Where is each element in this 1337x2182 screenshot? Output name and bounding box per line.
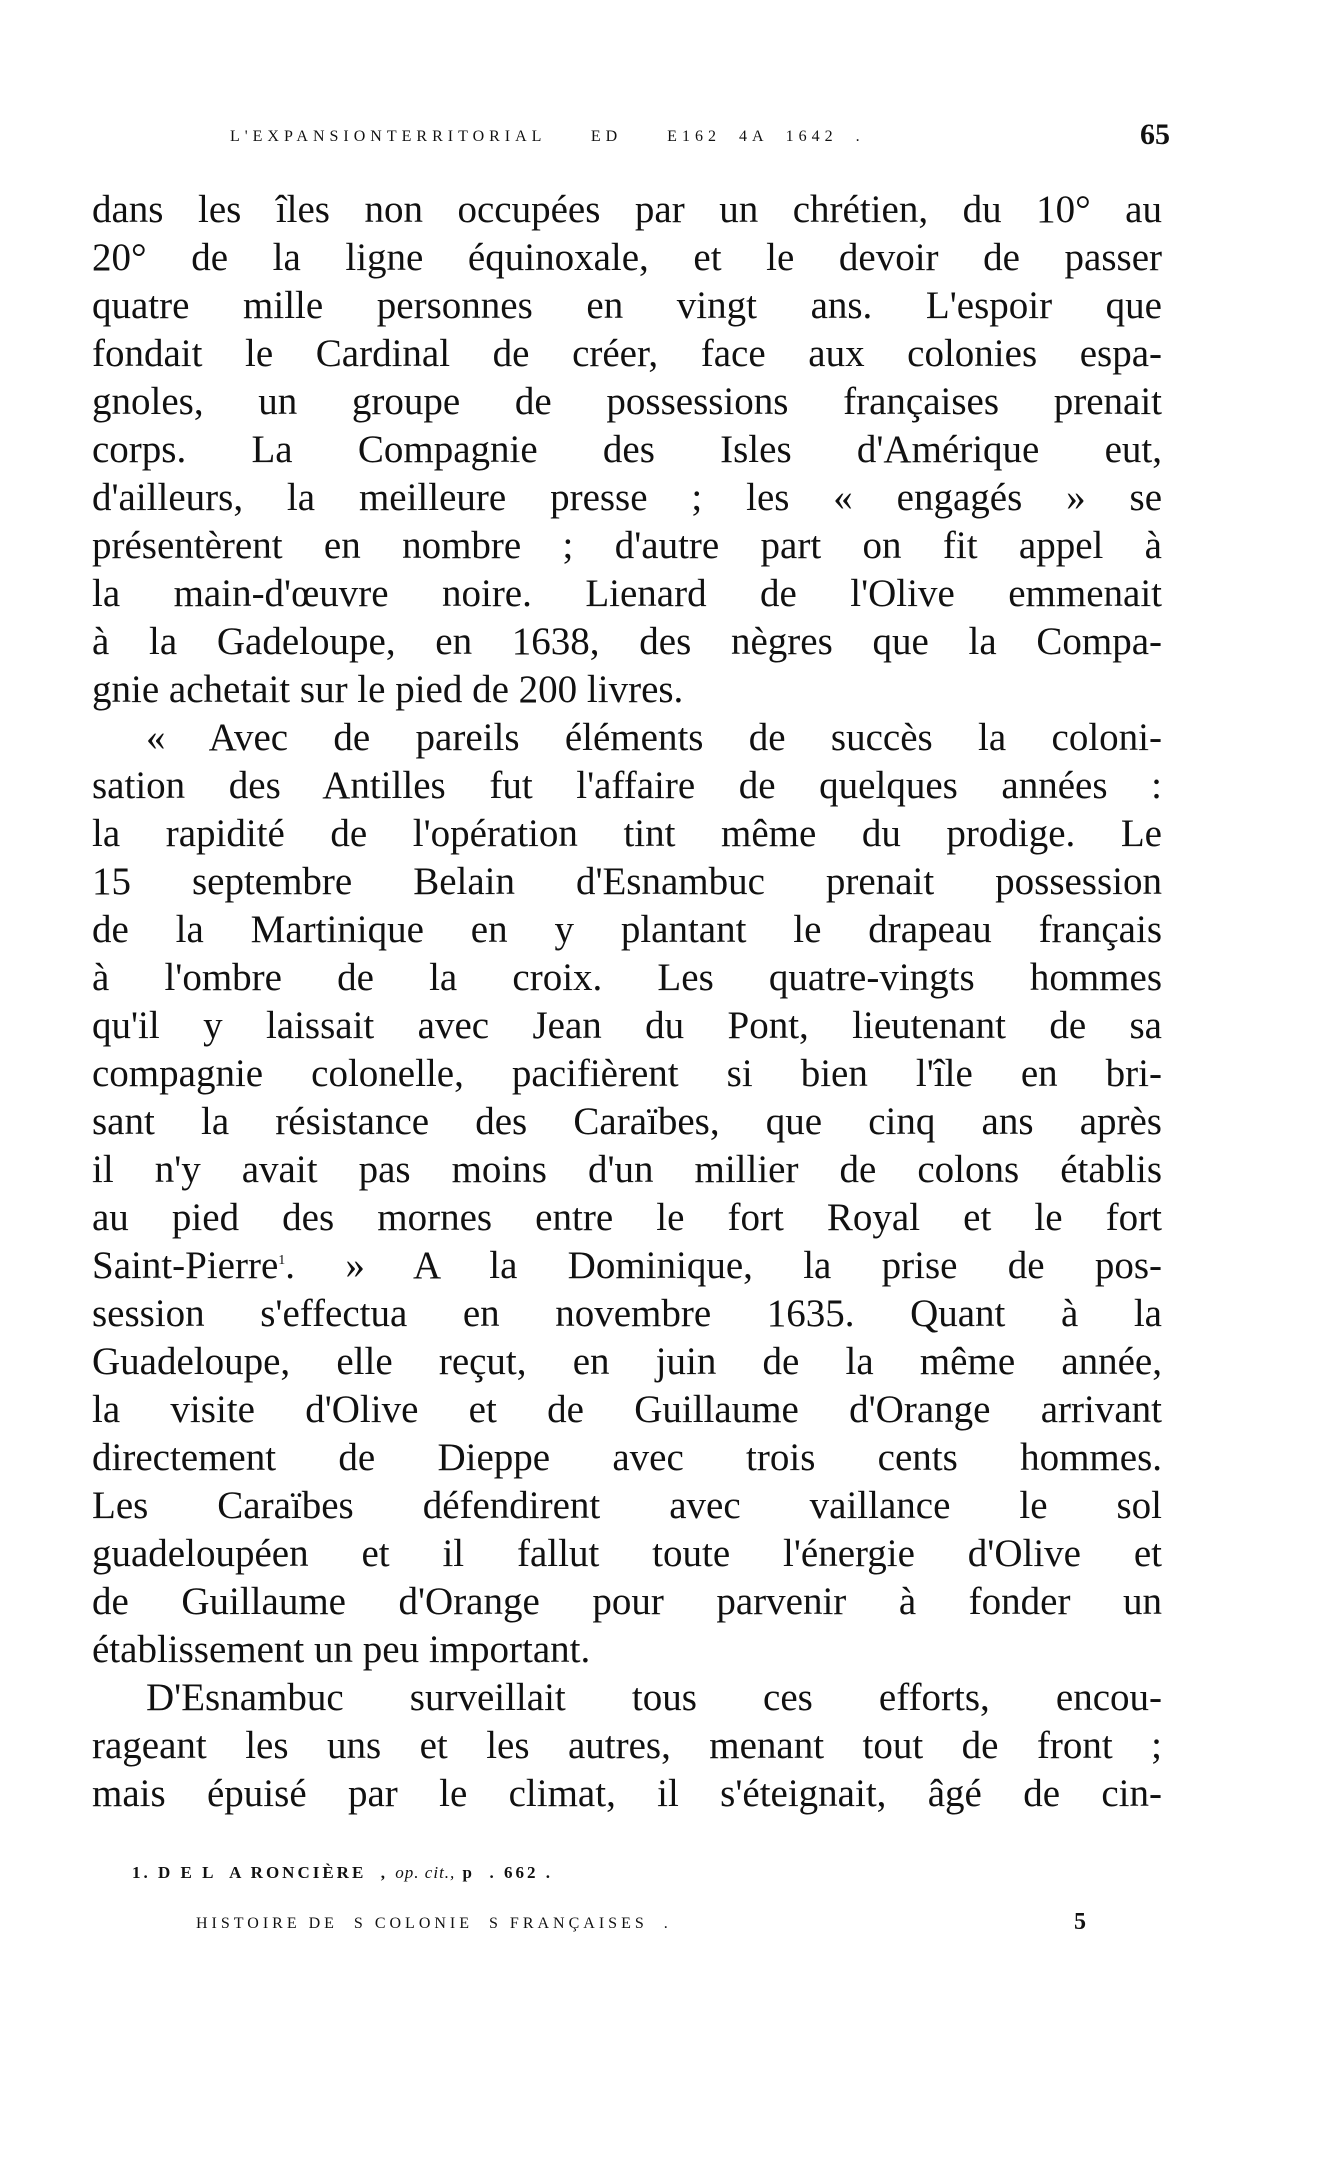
footnote-marker: 1 bbox=[278, 1253, 286, 1268]
footnote-number: 1. bbox=[132, 1863, 151, 1882]
text-line: 15 septembre Belain d'Esnambuc prenait possession bbox=[92, 860, 1162, 903]
text-line: la visite d'Olive et de Guillaume d'Orange arrivant bbox=[92, 1388, 1162, 1431]
signature-title: HISTOIRE DE S COLONIE S FRANÇAISES . bbox=[196, 1915, 672, 1932]
text-line: au pied des mornes entre le fort Royal et le fort bbox=[92, 1196, 1162, 1239]
signature-number: 5 bbox=[1074, 1909, 1086, 1935]
text-line: 20° de la ligne équinoxale, et le devoir de passer bbox=[92, 236, 1162, 279]
text-line: directement de Dieppe avec trois cents hommes. bbox=[92, 1436, 1162, 1479]
text-line: Guadeloupe, elle reçut, en juin de la même année, bbox=[92, 1340, 1162, 1383]
text-line: il n'y avait pas moins d'un millier de colons établis bbox=[92, 1148, 1162, 1191]
text-line: qu'il y laissait avec Jean du Pont, lieutenant de sa bbox=[92, 1004, 1162, 1047]
text-line: quatre mille personnes en vingt ans. L'espoir que bbox=[92, 284, 1162, 327]
text-line: gnie achetait sur le pied de 200 livres. bbox=[92, 668, 684, 711]
main-text bbox=[92, 186, 1162, 1818]
footnote-reference: op. cit., bbox=[395, 1863, 456, 1882]
text-line: à l'ombre de la croix. Les quatre-vingts hommes bbox=[92, 956, 1162, 999]
text-line: présentèrent en nombre ; d'autre part on fit appel à bbox=[92, 524, 1162, 567]
text-line: la rapidité de l'opération tint même du prodige. Le bbox=[92, 812, 1162, 855]
running-header bbox=[230, 118, 1170, 151]
text-line: corps. La Compagnie des Isles d'Amérique eut, bbox=[92, 428, 1162, 471]
text-segment: Saint-Pierre bbox=[92, 1244, 279, 1287]
text-line: de Guillaume d'Orange pour parvenir à fonder un bbox=[92, 1580, 1162, 1623]
text-segment: . » A la Dominique, la prise de pos- bbox=[285, 1244, 1162, 1287]
text-line: sant la résistance des Caraïbes, que cinq ans après bbox=[92, 1100, 1162, 1143]
text-line: la main-d'œuvre noire. Lienard de l'Olive emmenait bbox=[92, 572, 1162, 615]
text-line: mais épuisé par le climat, il s'éteignait, âgé de cin- bbox=[92, 1772, 1162, 1815]
text-line: de la Martinique en y plantant le drapeau français bbox=[92, 908, 1162, 951]
footnote-page: p . 662 . bbox=[462, 1863, 554, 1882]
text-line: d'ailleurs, la meilleure presse ; les « engagés » se bbox=[92, 476, 1162, 519]
running-title: L'EXPANSIONTERRITORIAL ED E162 4A 1642 . bbox=[230, 128, 865, 145]
text-line: fondait le Cardinal de créer, face aux colonies espa- bbox=[92, 332, 1162, 375]
text-line: rageant les uns et les autres, menant tout de front ; bbox=[92, 1724, 1162, 1767]
text-line: à la Gadeloupe, en 1638, des nègres que la Compa- bbox=[92, 620, 1162, 663]
text-line: compagnie colonelle, pacifièrent si bien l'île en bri- bbox=[92, 1052, 1162, 1095]
text-line: gnoles, un groupe de possessions françaises prenait bbox=[92, 380, 1162, 423]
text-line: guadeloupéen et il fallut toute l'énergie d'Olive et bbox=[92, 1532, 1162, 1575]
text-line-with-footnote bbox=[92, 1242, 1162, 1290]
text-line: sation des Antilles fut l'affaire de quelques années : bbox=[92, 764, 1162, 807]
text-line: « Avec de pareils éléments de succès la coloni- bbox=[146, 716, 1162, 759]
footnote-author: D E L A RONCIÈRE , bbox=[158, 1863, 389, 1882]
footnote bbox=[132, 1863, 553, 1883]
text-line: D'Esnambuc surveillait tous ces efforts, encou- bbox=[146, 1676, 1162, 1719]
text-line: dans les îles non occupées par un chrétien, du 10° au bbox=[92, 188, 1162, 231]
text-line: session s'effectua en novembre 1635. Quant à la bbox=[92, 1292, 1162, 1335]
page-number: 65 bbox=[1140, 118, 1170, 151]
text-line: établissement un peu important. bbox=[92, 1628, 591, 1671]
text-line: Les Caraïbes défendirent avec vaillance le sol bbox=[92, 1484, 1162, 1527]
printer-signature bbox=[196, 1911, 1086, 1937]
